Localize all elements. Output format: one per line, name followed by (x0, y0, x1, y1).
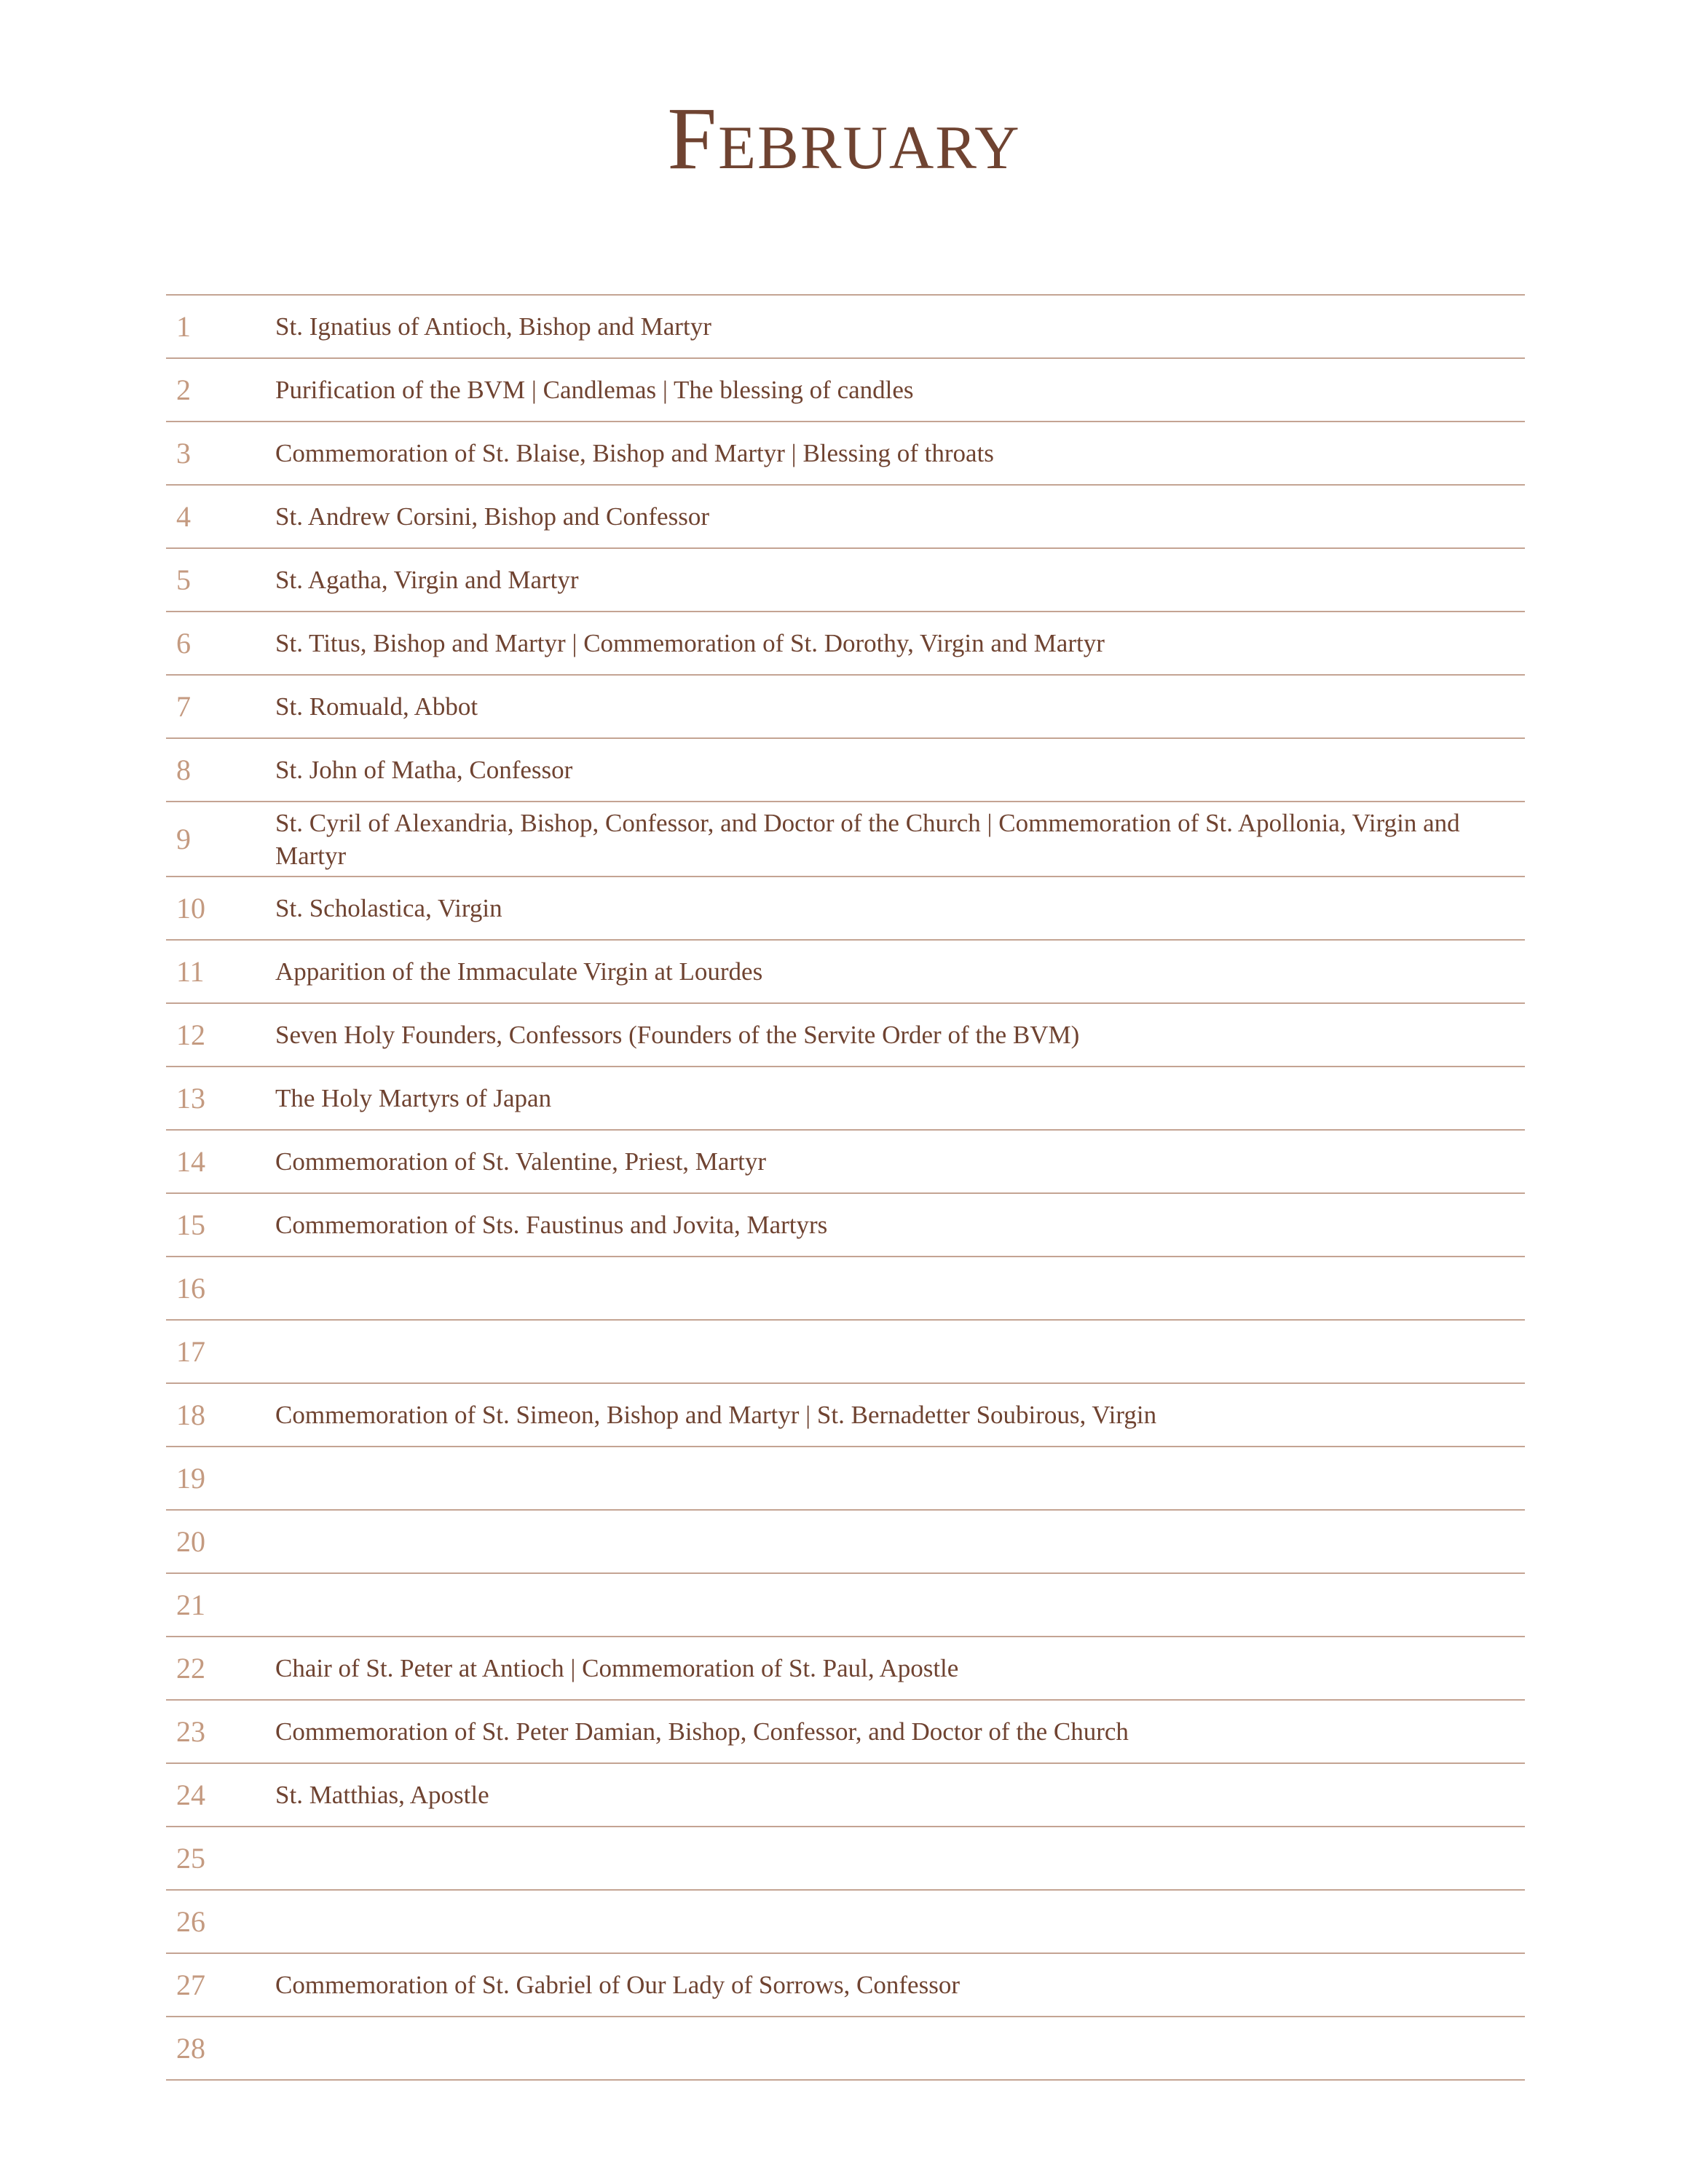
day-number: 19 (176, 1461, 205, 1495)
feast-entry: St. Cyril of Alexandria, Bishop, Confessor, and Doctor of the Church | Commemoration of St. Apollonia, Virgin and Martyr (275, 808, 1460, 870)
calendar-row (166, 739, 1525, 802)
calendar-row (166, 1384, 1525, 1447)
calendar-row (166, 422, 1525, 486)
calendar-row (166, 1194, 1525, 1257)
day-number: 2 (176, 373, 191, 406)
calendar-row (166, 676, 1525, 739)
day-number: 18 (176, 1398, 205, 1431)
calendar-row (166, 549, 1525, 612)
day-number: 20 (176, 1524, 205, 1558)
calendar-row (166, 877, 1525, 941)
feast-entry: Commemoration of St. Blaise, Bishop and Martyr | Blessing of throats (275, 439, 994, 467)
feast-entry: St. Matthias, Apostle (275, 1781, 489, 1809)
day-number: 11 (176, 954, 205, 988)
calendar-row (166, 296, 1525, 359)
day-number: 16 (176, 1271, 205, 1305)
day-number: 24 (176, 1778, 205, 1811)
feast-entry: Chair of St. Peter at Antioch | Commemoration of St. Paul, Apostle (275, 1654, 959, 1682)
feast-entry: Commemoration of St. Valentine, Priest, Martyr (275, 1147, 766, 1176)
calendar-row (166, 1701, 1525, 1764)
calendar-row (166, 359, 1525, 422)
day-number: 17 (176, 1334, 205, 1368)
calendar-row (166, 1257, 1525, 1321)
calendar-row (166, 1827, 1525, 1891)
feast-entry: Commemoration of St. Gabriel of Our Lady of Sorrows, Confessor (275, 1971, 960, 1999)
feast-entry: Purification of the BVM | Candlemas | The blessing of candles (275, 376, 914, 404)
feast-entry: St. Ignatius of Antioch, Bishop and Martyr (275, 312, 711, 341)
feast-entry: Commemoration of Sts. Faustinus and Jovita, Martyrs (275, 1211, 828, 1239)
day-number: 12 (176, 1018, 205, 1051)
calendar-row (166, 612, 1525, 676)
day-number: 1 (176, 309, 191, 343)
feast-entry: Commemoration of St. Peter Damian, Bishop, Confessor, and Doctor of the Church (275, 1717, 1129, 1746)
page-title: February (667, 90, 1021, 188)
feast-entry: Seven Holy Founders, Confessors (Founders of the Servite Order of the BVM) (275, 1021, 1080, 1049)
calendar-row (166, 1511, 1525, 1574)
day-number: 7 (176, 689, 191, 723)
day-number: 13 (176, 1081, 205, 1115)
feast-entry: St. John of Matha, Confessor (275, 756, 573, 784)
calendar-row (166, 486, 1525, 549)
day-number: 22 (176, 1651, 205, 1685)
calendar-row (166, 1447, 1525, 1511)
day-number: 26 (176, 1904, 205, 1938)
day-number: 15 (176, 1208, 205, 1241)
day-number: 25 (176, 1841, 205, 1875)
day-number: 5 (176, 563, 191, 596)
calendar-row (166, 1764, 1525, 1827)
day-number: 10 (176, 891, 205, 925)
day-number: 23 (176, 1714, 205, 1748)
day-number: 21 (176, 1588, 205, 1621)
calendar-row (166, 1891, 1525, 1954)
calendar-row (166, 1637, 1525, 1701)
feast-entry: Apparition of the Immaculate Virgin at Lourdes (275, 957, 763, 986)
feast-entry: St. Titus, Bishop and Martyr | Commemoration of St. Dorothy, Virgin and Martyr (275, 629, 1105, 657)
calendar-row (166, 1321, 1525, 1384)
feast-calendar-list (166, 294, 1525, 2081)
calendar-row (166, 1574, 1525, 1637)
feast-entry: The Holy Martyrs of Japan (275, 1084, 552, 1112)
day-number: 9 (176, 822, 191, 855)
calendar-row (166, 2017, 1525, 2081)
feast-entry: St. Andrew Corsini, Bishop and Confessor (275, 502, 709, 531)
calendar-row (166, 1067, 1525, 1131)
feast-entry: Commemoration of St. Simeon, Bishop and Martyr | St. Bernadetter Soubirous, Virgin (275, 1401, 1157, 1429)
day-number: 28 (176, 2031, 205, 2065)
calendar-row (166, 941, 1525, 1004)
day-number: 8 (176, 753, 191, 786)
feast-entry: St. Scholastica, Virgin (275, 894, 502, 922)
day-number: 3 (176, 436, 191, 470)
calendar-row (166, 1954, 1525, 2017)
day-number: 14 (176, 1144, 205, 1178)
calendar-row (166, 1004, 1525, 1067)
day-number: 4 (176, 499, 191, 533)
calendar-row (166, 802, 1525, 877)
calendar-row (166, 1131, 1525, 1194)
feast-entry: St. Agatha, Virgin and Martyr (275, 566, 579, 594)
day-number: 27 (176, 1968, 205, 2001)
day-number: 6 (176, 626, 191, 660)
feast-entry: St. Romuald, Abbot (275, 692, 478, 721)
